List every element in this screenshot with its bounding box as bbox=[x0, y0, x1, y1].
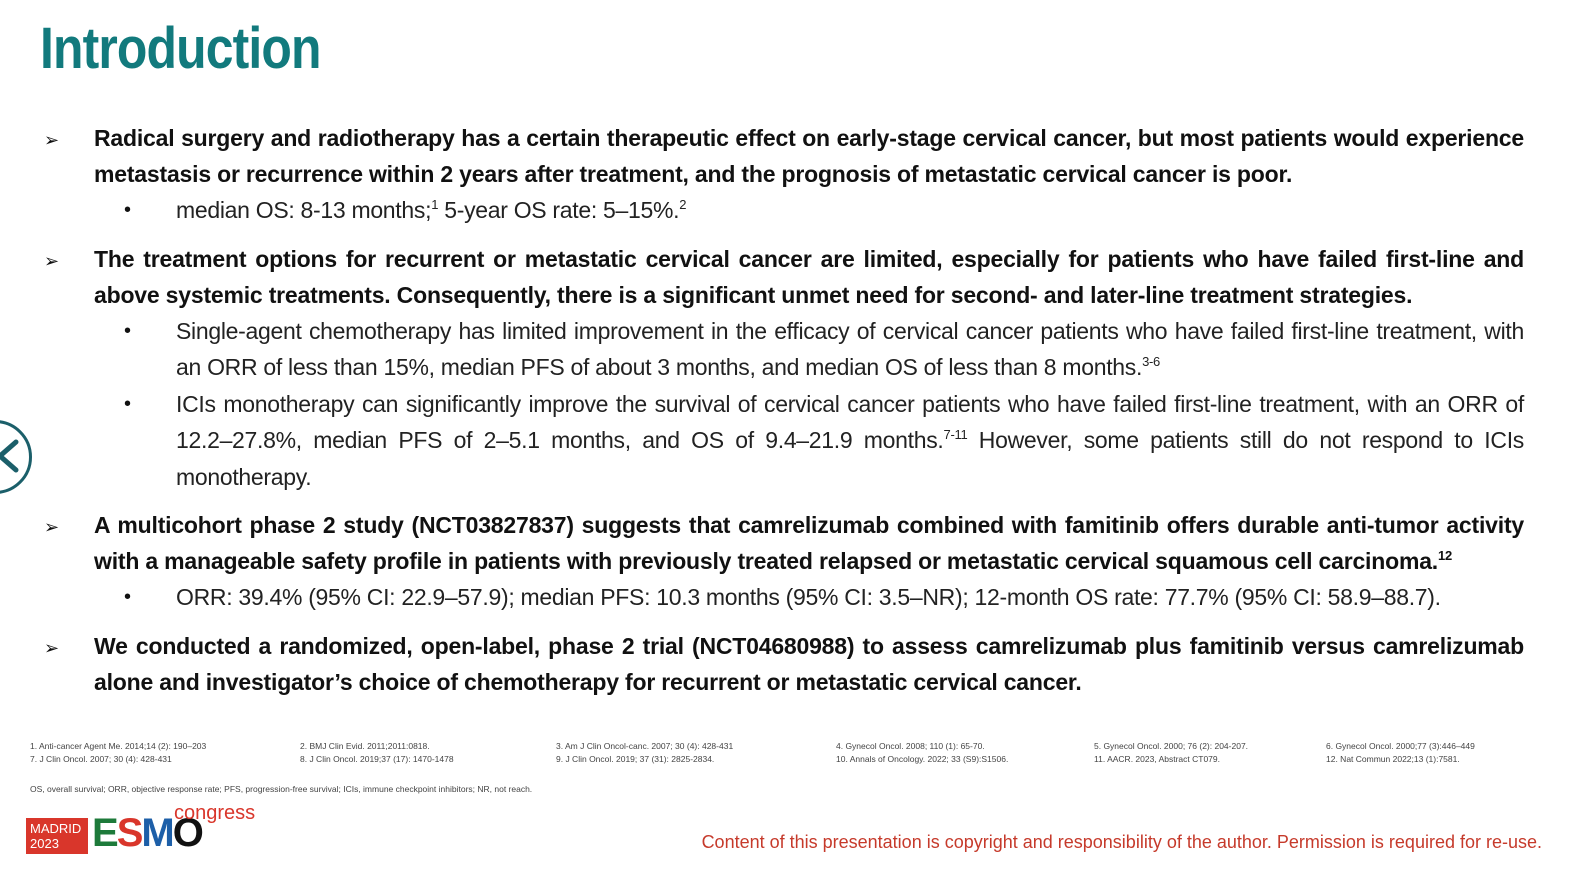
abbreviations-footnote: OS, overall survival; ORR, objective response rate; PFS, progression-free survival; ICIs, immune checkpoint inhibitors; NR, not reach. bbox=[30, 784, 533, 794]
dot-bullet-icon: • bbox=[124, 199, 132, 221]
sub-bullet-text: Single-agent chemotherapy has limited improvement in the efficacy of cervical cancer patients who have failed first-line treatment, with an ORR of less than 15%, median PFS of about 3 months, and median OS of less than 8 months.$^{3-6}$ bbox=[176, 317, 1524, 380]
reference-column bbox=[836, 740, 1008, 766]
reference-item: 3. Am J Clin Oncol-canc. 2007; 30 (4): 428-431 bbox=[556, 741, 734, 751]
sub-bullet-text: median OS: 8-13 months;$^1$ 5-year OS rate: 5–15%.$^2$ bbox=[176, 197, 687, 223]
bullet-text: A multicohort phase 2 study (NCT03827837) suggests that camrelizumab combined with famitinib offers durable anti-tumor activity with a manageable safety profile in patients with previously treated relapsed or metastatic cervical squamous cell carcinoma.$^{12}$ bbox=[94, 512, 1524, 574]
esmo-congress-logo bbox=[26, 804, 266, 864]
reference-item: 5. Gynecol Oncol. 2000; 76 (2): 204-207. bbox=[1094, 741, 1249, 751]
reference-item: 7. J Clin Oncol. 2007; 30 (4): 428-431 bbox=[30, 754, 172, 764]
sub-bullet-text: ORR: 39.4% (95% CI: 22.9–57.9); median PFS: 10.3 months (95% CI: 3.5–NR); 12-month OS rate: 77.7% (95% CI: 58.9–88.7). bbox=[176, 584, 1441, 610]
bullet-list bbox=[44, 120, 1524, 712]
reference-item: 1. Anti-cancer Agent Me. 2014;14 (2): 190–203 bbox=[30, 741, 207, 751]
reference-item: 12. Nat Commun 2022;13 (1):7581. bbox=[1326, 754, 1460, 764]
sub-bullet-item bbox=[94, 579, 1524, 616]
dot-bullet-icon: • bbox=[124, 586, 132, 608]
logo-congress-text: congress bbox=[174, 802, 256, 824]
reference-column bbox=[1094, 740, 1248, 766]
sub-bullet-item bbox=[94, 386, 1524, 496]
copyright-notice: Content of this presentation is copyright and responsibility of the author. Permission is required for re-use. bbox=[701, 832, 1542, 852]
reference-column bbox=[556, 740, 733, 766]
reference-column bbox=[300, 740, 454, 766]
bullet-item bbox=[44, 628, 1524, 700]
reference-column bbox=[30, 740, 206, 766]
logo-year: 2023 bbox=[30, 836, 59, 851]
reference-item: 9. J Clin Oncol. 2019; 37 (31): 2825-2834. bbox=[556, 754, 715, 764]
reference-column bbox=[1326, 740, 1475, 766]
sub-bullet-item bbox=[94, 192, 1524, 229]
bullet-text: We conducted a randomized, open-label, phase 2 trial (NCT04680988) to assess camrelizumab plus famitinib versus camrelizumab alone and investigator’s choice of chemotherapy for recurrent or metastatic cervical cancer. bbox=[94, 632, 1524, 695]
bullet-item bbox=[44, 241, 1524, 496]
bullet-text: Radical surgery and radiotherapy has a certain therapeutic effect on early-stage cervical cancer, but most patients would experience metastasis or recurrence within 2 years after treatment, and the prognosis of metastatic cervical cancer is poor. bbox=[94, 125, 1524, 187]
arrow-bullet-icon: ➢ bbox=[44, 130, 60, 150]
bullet-item bbox=[44, 120, 1524, 229]
reference-item: 2. BMJ Clin Evid. 2011;2011:0818. bbox=[300, 741, 430, 751]
sub-bullet-text: ICIs monotherapy can significantly improve the survival of cervical cancer patients who have failed first-line treatment, with an ORR of 12.2–27.8%, median PFS of 2–5.1 months, and OS of 9.4–21.9 months.$^{7-11}$ However, some patients still do not respond to ICIs monotherapy. bbox=[176, 390, 1524, 490]
bullet-item bbox=[44, 507, 1524, 616]
dot-bullet-icon: • bbox=[124, 319, 132, 342]
reference-item: 10. Annals of Oncology. 2022; 33 (S9):S1506. bbox=[836, 754, 1009, 764]
arrow-bullet-icon: ➢ bbox=[44, 250, 60, 271]
bullet-text: The treatment options for recurrent or metastatic cervical cancer are limited, especially for patients who have failed first-line and above systemic treatments. Consequently, there is a significant unmet need for second- and later-line treatment strategies. bbox=[94, 245, 1524, 308]
chevron-left-icon[interactable] bbox=[0, 436, 34, 476]
reference-item: 11. AACR. 2023, Abstract CT079. bbox=[1094, 754, 1220, 764]
arrow-bullet-icon: ➢ bbox=[44, 517, 60, 537]
reference-item: 4. Gynecol Oncol. 2008; 110 (1): 65-70. bbox=[836, 741, 985, 751]
arrow-bullet-icon: ➢ bbox=[44, 637, 60, 658]
logo-city: MADRID bbox=[30, 821, 82, 836]
reference-item: 6. Gynecol Oncol. 2000;77 (3):446–449 bbox=[1326, 741, 1475, 751]
logo-esmo-wordmark: ESMO bbox=[92, 811, 202, 855]
logo-madrid-badge bbox=[26, 818, 88, 854]
reference-item: 8. J Clin Oncol. 2019;37 (17): 1470-1478 bbox=[300, 754, 454, 764]
dot-bullet-icon: • bbox=[124, 392, 132, 415]
sub-bullet-item bbox=[94, 313, 1524, 386]
page-title: Introduction bbox=[40, 16, 321, 81]
